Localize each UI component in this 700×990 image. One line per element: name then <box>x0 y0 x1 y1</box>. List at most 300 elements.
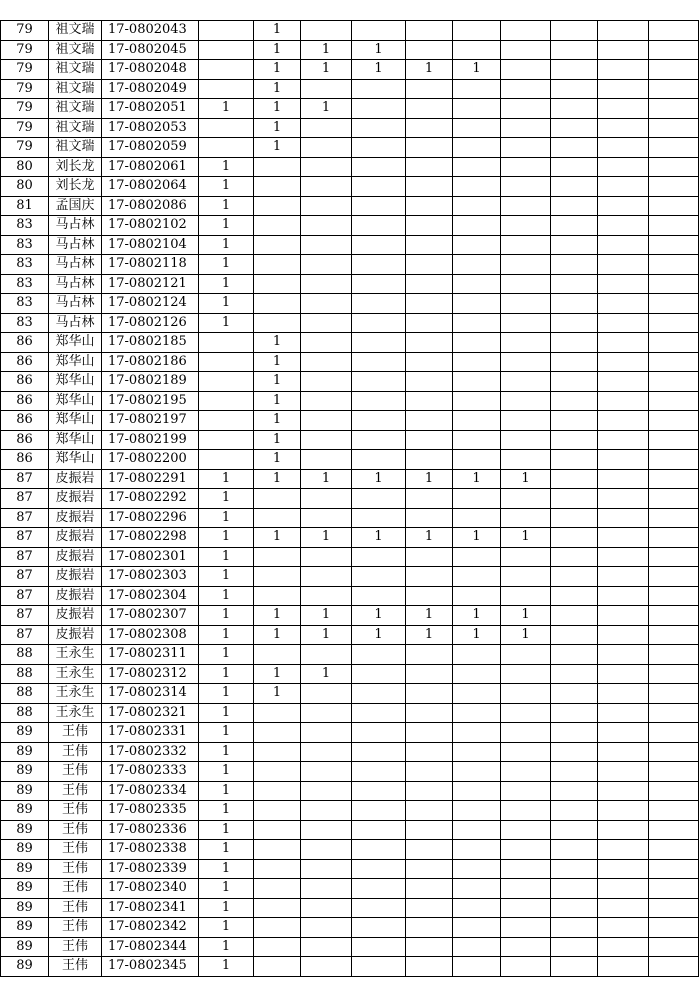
cell-mark-e <box>406 508 453 528</box>
cell-mark-b <box>254 645 301 665</box>
cell-mark-c <box>301 801 352 821</box>
cell-row-number: 89 <box>1 918 49 938</box>
cell-mark-e <box>406 274 453 294</box>
cell-mark-f <box>453 567 501 587</box>
cell-mark-i <box>598 430 649 450</box>
cell-mark-g <box>501 489 551 509</box>
cell-mark-a: 1 <box>199 625 254 645</box>
cell-mark-d <box>352 79 406 99</box>
cell-mark-i <box>598 781 649 801</box>
cell-name: 祖文瑞 <box>49 99 102 119</box>
cell-mark-b: 1 <box>254 528 301 548</box>
table-body <box>1 21 699 977</box>
table-row <box>1 99 699 119</box>
cell-mark-a: 1 <box>199 606 254 626</box>
cell-mark-e <box>406 957 453 977</box>
cell-mark-j <box>649 742 699 762</box>
cell-mark-f <box>453 138 501 158</box>
cell-mark-c <box>301 177 352 197</box>
cell-mark-c <box>301 196 352 216</box>
cell-mark-f <box>453 411 501 431</box>
cell-mark-i <box>598 138 649 158</box>
cell-mark-e: 1 <box>406 60 453 80</box>
cell-name: 王伟 <box>49 840 102 860</box>
cell-mark-f <box>453 235 501 255</box>
cell-mark-g <box>501 586 551 606</box>
cell-mark-i <box>598 411 649 431</box>
cell-mark-b: 1 <box>254 391 301 411</box>
table-row <box>1 118 699 138</box>
cell-mark-a <box>199 411 254 431</box>
cell-code: 17-0802340 <box>102 879 199 899</box>
cell-mark-g <box>501 664 551 684</box>
cell-mark-b: 1 <box>254 450 301 470</box>
cell-mark-g <box>501 840 551 860</box>
table-row <box>1 352 699 372</box>
cell-mark-h <box>551 567 598 587</box>
cell-code: 17-0802334 <box>102 781 199 801</box>
cell-code: 17-0802126 <box>102 313 199 333</box>
cell-mark-d: 1 <box>352 625 406 645</box>
cell-mark-b <box>254 489 301 509</box>
cell-row-number: 86 <box>1 352 49 372</box>
cell-code: 17-0802195 <box>102 391 199 411</box>
cell-mark-h <box>551 489 598 509</box>
cell-mark-a: 1 <box>199 157 254 177</box>
cell-mark-g <box>501 508 551 528</box>
cell-mark-a: 1 <box>199 898 254 918</box>
cell-mark-c <box>301 294 352 314</box>
cell-code: 17-0802311 <box>102 645 199 665</box>
cell-mark-h <box>551 957 598 977</box>
cell-mark-f <box>453 664 501 684</box>
cell-mark-j <box>649 21 699 41</box>
cell-mark-a: 1 <box>199 313 254 333</box>
table-row <box>1 742 699 762</box>
cell-mark-c <box>301 411 352 431</box>
cell-code: 17-0802308 <box>102 625 199 645</box>
cell-code: 17-0802301 <box>102 547 199 567</box>
table-row <box>1 723 699 743</box>
cell-mark-j <box>649 937 699 957</box>
cell-mark-c <box>301 274 352 294</box>
cell-row-number: 89 <box>1 898 49 918</box>
cell-mark-b <box>254 781 301 801</box>
cell-name: 祖文瑞 <box>49 138 102 158</box>
cell-mark-j <box>649 235 699 255</box>
cell-mark-e: 1 <box>406 625 453 645</box>
cell-mark-g: 1 <box>501 625 551 645</box>
cell-code: 17-0802102 <box>102 216 199 236</box>
cell-mark-g <box>501 138 551 158</box>
table-row <box>1 898 699 918</box>
cell-row-number: 81 <box>1 196 49 216</box>
cell-mark-i <box>598 625 649 645</box>
cell-mark-i <box>598 898 649 918</box>
cell-mark-i <box>598 60 649 80</box>
cell-mark-a <box>199 21 254 41</box>
cell-name: 王伟 <box>49 801 102 821</box>
cell-mark-e: 1 <box>406 469 453 489</box>
cell-mark-a <box>199 333 254 353</box>
table-row <box>1 216 699 236</box>
cell-mark-f <box>453 216 501 236</box>
table-row <box>1 801 699 821</box>
cell-code: 17-0802303 <box>102 567 199 587</box>
cell-mark-h <box>551 411 598 431</box>
cell-row-number: 79 <box>1 99 49 119</box>
cell-mark-j <box>649 255 699 275</box>
cell-mark-d: 1 <box>352 606 406 626</box>
cell-mark-i <box>598 489 649 509</box>
cell-mark-c <box>301 508 352 528</box>
cell-mark-a: 1 <box>199 469 254 489</box>
table-row <box>1 762 699 782</box>
cell-mark-c: 1 <box>301 625 352 645</box>
cell-mark-d <box>352 957 406 977</box>
cell-mark-e <box>406 801 453 821</box>
cell-mark-h <box>551 391 598 411</box>
cell-mark-j <box>649 762 699 782</box>
cell-mark-d: 1 <box>352 469 406 489</box>
cell-mark-a: 1 <box>199 294 254 314</box>
cell-name: 郑华山 <box>49 411 102 431</box>
cell-mark-b <box>254 157 301 177</box>
cell-mark-c <box>301 859 352 879</box>
cell-mark-c <box>301 840 352 860</box>
table-row <box>1 957 699 977</box>
table-row <box>1 859 699 879</box>
cell-mark-f <box>453 820 501 840</box>
cell-code: 17-0802344 <box>102 937 199 957</box>
table-row <box>1 547 699 567</box>
cell-code: 17-0802307 <box>102 606 199 626</box>
cell-mark-c <box>301 118 352 138</box>
cell-mark-c: 1 <box>301 40 352 60</box>
cell-name: 郑华山 <box>49 352 102 372</box>
cell-mark-e <box>406 255 453 275</box>
table-row <box>1 138 699 158</box>
cell-mark-a: 1 <box>199 586 254 606</box>
table-row <box>1 703 699 723</box>
cell-row-number: 88 <box>1 645 49 665</box>
cell-mark-a <box>199 40 254 60</box>
cell-mark-a: 1 <box>199 528 254 548</box>
table-row <box>1 664 699 684</box>
cell-mark-j <box>649 391 699 411</box>
cell-name: 祖文瑞 <box>49 118 102 138</box>
cell-mark-h <box>551 664 598 684</box>
cell-mark-a <box>199 118 254 138</box>
cell-mark-f <box>453 391 501 411</box>
cell-mark-h <box>551 60 598 80</box>
table-row <box>1 450 699 470</box>
cell-mark-b <box>254 859 301 879</box>
cell-mark-h <box>551 528 598 548</box>
cell-mark-h <box>551 723 598 743</box>
cell-mark-f <box>453 40 501 60</box>
table-row <box>1 411 699 431</box>
cell-row-number: 87 <box>1 528 49 548</box>
cell-mark-i <box>598 664 649 684</box>
cell-mark-d <box>352 742 406 762</box>
cell-mark-e <box>406 840 453 860</box>
cell-mark-f <box>453 586 501 606</box>
cell-mark-a: 1 <box>199 879 254 899</box>
cell-mark-j <box>649 879 699 899</box>
cell-name: 王伟 <box>49 898 102 918</box>
cell-row-number: 87 <box>1 547 49 567</box>
cell-mark-c <box>301 937 352 957</box>
cell-mark-h <box>551 898 598 918</box>
cell-name: 皮振岩 <box>49 528 102 548</box>
table-row <box>1 840 699 860</box>
cell-mark-h <box>551 430 598 450</box>
cell-mark-i <box>598 937 649 957</box>
cell-mark-j <box>649 918 699 938</box>
data-table <box>0 20 699 977</box>
cell-code: 17-0802186 <box>102 352 199 372</box>
cell-mark-g <box>501 820 551 840</box>
cell-mark-f <box>453 840 501 860</box>
table-row <box>1 567 699 587</box>
cell-name: 祖文瑞 <box>49 79 102 99</box>
cell-mark-i <box>598 703 649 723</box>
cell-mark-g <box>501 99 551 119</box>
cell-mark-f <box>453 313 501 333</box>
table-row <box>1 528 699 548</box>
cell-mark-c <box>301 450 352 470</box>
cell-mark-f: 1 <box>453 60 501 80</box>
cell-mark-i <box>598 391 649 411</box>
cell-mark-d <box>352 313 406 333</box>
cell-mark-f <box>453 547 501 567</box>
cell-mark-e <box>406 313 453 333</box>
cell-mark-f <box>453 118 501 138</box>
cell-mark-a: 1 <box>199 762 254 782</box>
cell-mark-e <box>406 21 453 41</box>
cell-mark-d <box>352 937 406 957</box>
cell-mark-h <box>551 21 598 41</box>
cell-mark-i <box>598 606 649 626</box>
cell-name: 马占林 <box>49 274 102 294</box>
cell-mark-d: 1 <box>352 528 406 548</box>
cell-mark-h <box>551 196 598 216</box>
cell-mark-h <box>551 937 598 957</box>
cell-name: 皮振岩 <box>49 508 102 528</box>
cell-mark-f: 1 <box>453 625 501 645</box>
cell-mark-a <box>199 430 254 450</box>
cell-code: 17-0802048 <box>102 60 199 80</box>
cell-mark-c <box>301 684 352 704</box>
cell-mark-i <box>598 196 649 216</box>
cell-mark-a: 1 <box>199 489 254 509</box>
cell-mark-i <box>598 567 649 587</box>
cell-mark-b: 1 <box>254 21 301 41</box>
cell-mark-e <box>406 489 453 509</box>
cell-name: 马占林 <box>49 294 102 314</box>
cell-name: 王伟 <box>49 937 102 957</box>
cell-row-number: 83 <box>1 255 49 275</box>
cell-mark-i <box>598 118 649 138</box>
cell-mark-b: 1 <box>254 411 301 431</box>
cell-mark-a: 1 <box>199 957 254 977</box>
cell-mark-d <box>352 489 406 509</box>
cell-mark-i <box>598 21 649 41</box>
cell-row-number: 79 <box>1 40 49 60</box>
table-row <box>1 196 699 216</box>
cell-mark-g <box>501 742 551 762</box>
cell-mark-a <box>199 372 254 392</box>
cell-row-number: 89 <box>1 781 49 801</box>
cell-mark-h <box>551 684 598 704</box>
cell-row-number: 79 <box>1 79 49 99</box>
cell-row-number: 79 <box>1 21 49 41</box>
cell-row-number: 87 <box>1 586 49 606</box>
cell-mark-i <box>598 762 649 782</box>
cell-mark-e <box>406 430 453 450</box>
cell-mark-e <box>406 40 453 60</box>
cell-mark-e <box>406 898 453 918</box>
cell-mark-j <box>649 508 699 528</box>
cell-mark-e <box>406 567 453 587</box>
table-row <box>1 274 699 294</box>
cell-mark-e <box>406 859 453 879</box>
cell-name: 马占林 <box>49 216 102 236</box>
cell-name: 皮振岩 <box>49 469 102 489</box>
cell-mark-j <box>649 606 699 626</box>
cell-mark-d <box>352 450 406 470</box>
cell-mark-b: 1 <box>254 352 301 372</box>
cell-code: 17-0802059 <box>102 138 199 158</box>
cell-mark-f <box>453 801 501 821</box>
cell-mark-g <box>501 40 551 60</box>
cell-mark-b <box>254 547 301 567</box>
cell-mark-d <box>352 801 406 821</box>
cell-mark-i <box>598 547 649 567</box>
cell-mark-i <box>598 586 649 606</box>
cell-code: 17-0802345 <box>102 957 199 977</box>
cell-mark-h <box>551 138 598 158</box>
cell-mark-f <box>453 645 501 665</box>
cell-mark-c: 1 <box>301 469 352 489</box>
cell-code: 17-0802336 <box>102 820 199 840</box>
cell-mark-c: 1 <box>301 606 352 626</box>
cell-mark-b: 1 <box>254 99 301 119</box>
cell-row-number: 83 <box>1 235 49 255</box>
cell-mark-c <box>301 216 352 236</box>
table-row <box>1 372 699 392</box>
cell-code: 17-0802296 <box>102 508 199 528</box>
cell-mark-e <box>406 781 453 801</box>
cell-mark-c <box>301 586 352 606</box>
cell-mark-h <box>551 840 598 860</box>
cell-code: 17-0802197 <box>102 411 199 431</box>
cell-mark-i <box>598 274 649 294</box>
cell-code: 17-0802043 <box>102 21 199 41</box>
cell-mark-j <box>649 957 699 977</box>
cell-mark-i <box>598 40 649 60</box>
cell-mark-j <box>649 313 699 333</box>
cell-mark-a: 1 <box>199 918 254 938</box>
cell-mark-g <box>501 957 551 977</box>
cell-mark-h <box>551 586 598 606</box>
cell-mark-c <box>301 820 352 840</box>
cell-mark-j <box>649 898 699 918</box>
cell-code: 17-0802331 <box>102 723 199 743</box>
cell-mark-b <box>254 216 301 236</box>
cell-mark-b <box>254 274 301 294</box>
cell-code: 17-0802189 <box>102 372 199 392</box>
cell-mark-f <box>453 489 501 509</box>
cell-mark-h <box>551 820 598 840</box>
cell-name: 孟国庆 <box>49 196 102 216</box>
cell-mark-h <box>551 450 598 470</box>
cell-mark-j <box>649 567 699 587</box>
cell-mark-i <box>598 235 649 255</box>
cell-mark-g <box>501 333 551 353</box>
cell-row-number: 86 <box>1 430 49 450</box>
cell-mark-b <box>254 313 301 333</box>
cell-mark-a: 1 <box>199 508 254 528</box>
cell-mark-f: 1 <box>453 528 501 548</box>
cell-mark-f <box>453 508 501 528</box>
cell-name: 皮振岩 <box>49 547 102 567</box>
cell-name: 祖文瑞 <box>49 60 102 80</box>
cell-mark-c <box>301 255 352 275</box>
cell-mark-h <box>551 40 598 60</box>
cell-mark-g <box>501 313 551 333</box>
cell-mark-h <box>551 255 598 275</box>
cell-mark-i <box>598 294 649 314</box>
cell-mark-h <box>551 547 598 567</box>
cell-mark-a: 1 <box>199 664 254 684</box>
cell-code: 17-0802064 <box>102 177 199 197</box>
cell-mark-g <box>501 177 551 197</box>
cell-mark-g <box>501 937 551 957</box>
cell-mark-b: 1 <box>254 60 301 80</box>
cell-mark-a: 1 <box>199 274 254 294</box>
table-row <box>1 879 699 899</box>
cell-mark-e <box>406 703 453 723</box>
table-row <box>1 469 699 489</box>
cell-mark-h <box>551 606 598 626</box>
cell-mark-d <box>352 333 406 353</box>
cell-mark-c: 1 <box>301 99 352 119</box>
cell-mark-i <box>598 255 649 275</box>
cell-mark-j <box>649 157 699 177</box>
cell-mark-e <box>406 645 453 665</box>
cell-mark-j <box>649 781 699 801</box>
cell-mark-f <box>453 742 501 762</box>
cell-mark-d <box>352 586 406 606</box>
cell-row-number: 87 <box>1 469 49 489</box>
cell-mark-a: 1 <box>199 859 254 879</box>
cell-mark-g <box>501 898 551 918</box>
cell-code: 17-0802121 <box>102 274 199 294</box>
cell-row-number: 86 <box>1 372 49 392</box>
cell-mark-j <box>649 216 699 236</box>
cell-mark-f <box>453 274 501 294</box>
cell-mark-f <box>453 177 501 197</box>
cell-code: 17-0802104 <box>102 235 199 255</box>
cell-mark-c: 1 <box>301 60 352 80</box>
cell-mark-b <box>254 196 301 216</box>
cell-mark-j <box>649 294 699 314</box>
cell-mark-g <box>501 645 551 665</box>
cell-row-number: 89 <box>1 762 49 782</box>
cell-name: 王伟 <box>49 859 102 879</box>
